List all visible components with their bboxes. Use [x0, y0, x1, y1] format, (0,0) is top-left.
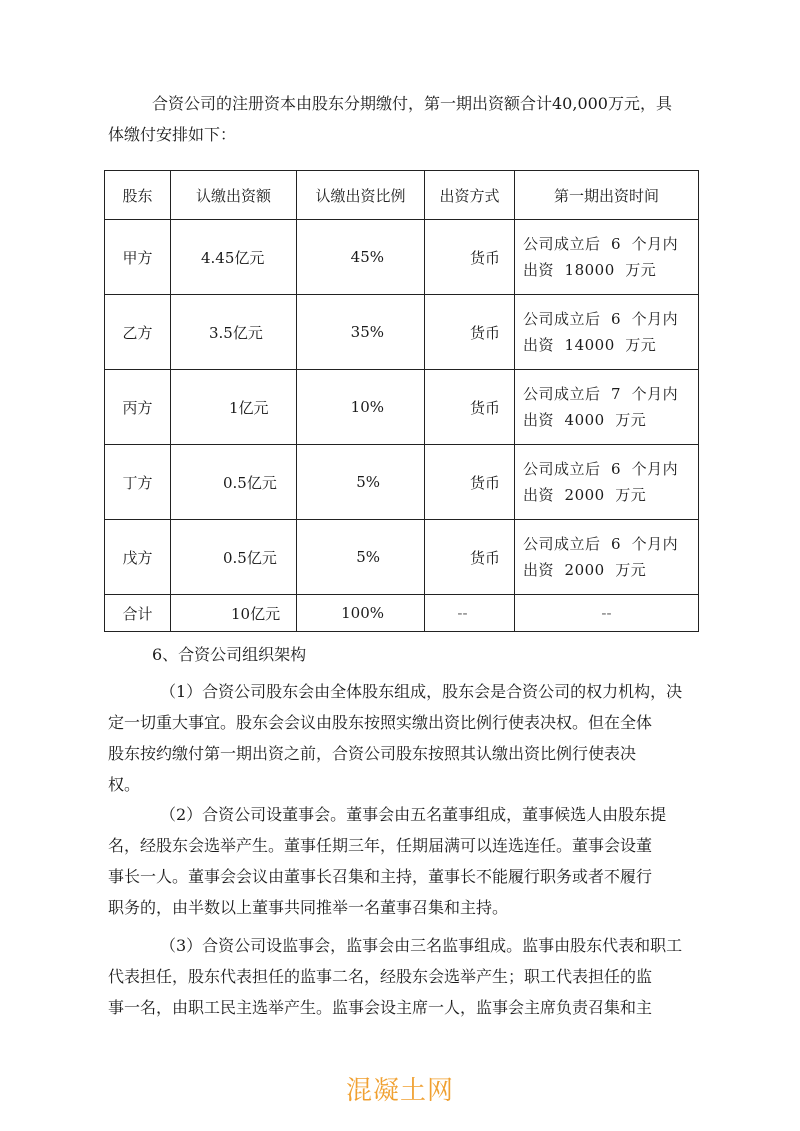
table-row	[105, 445, 699, 520]
subscribed-amount: 0.5亿元	[171, 520, 297, 595]
first-payment-time	[515, 370, 699, 445]
section-title: 6、合资公司组织架构	[152, 645, 307, 664]
payment-time-line-1: 公司成立后 6 个月内	[523, 535, 679, 553]
subscribed-amount: 1亿元	[171, 370, 297, 445]
paragraph-line: （3）合资公司设监事会，监事会由三名监事组成。监事由股东代表和职工	[160, 936, 683, 955]
total-time: --	[515, 595, 699, 632]
contribution-method: 货币	[425, 295, 515, 370]
intro-line-2: 体缴付安排如下：	[108, 125, 237, 144]
intro-paragraph	[108, 88, 698, 150]
shareholder-name: 戊方	[105, 520, 171, 595]
subscribed-amount: 0.5亿元	[171, 445, 297, 520]
payment-time-line-2: 出资 18000 万元	[523, 261, 657, 279]
paragraph-line: 事长一人。董事会会议由董事长召集和主持，董事长不能履行职务或者不履行	[108, 867, 653, 886]
paragraph-line: 名，经股东会选举产生。董事任期三年，任期届满可以连选连任。董事会设董	[108, 836, 653, 855]
table-row	[105, 220, 699, 295]
subscribed-amount: 4.45亿元	[171, 220, 297, 295]
contribution-method: 货币	[425, 520, 515, 595]
payment-time-line-2: 出资 2000 万元	[523, 486, 647, 504]
first-payment-time	[515, 445, 699, 520]
header-contribution-method: 出资方式	[425, 171, 515, 220]
table-row	[105, 370, 699, 445]
shareholder-name: 乙方	[105, 295, 171, 370]
payment-time-line-2: 出资 4000 万元	[523, 411, 647, 429]
subscribed-ratio: 5%	[297, 445, 425, 520]
paragraph-line: 定一切重大事宜。股东会会议由股东按照实缴出资比例行使表决权。但在全体	[108, 713, 653, 732]
subscribed-ratio: 5%	[297, 520, 425, 595]
payment-time-line-2: 出资 14000 万元	[523, 336, 657, 354]
header-shareholder: 股东	[105, 171, 171, 220]
table-row	[105, 520, 699, 595]
first-payment-time	[515, 520, 699, 595]
first-payment-time	[515, 220, 699, 295]
subscribed-ratio: 10%	[297, 370, 425, 445]
table-row	[105, 295, 699, 370]
payment-time-line-1: 公司成立后 6 个月内	[523, 460, 679, 478]
payment-time-line-1: 公司成立后 6 个月内	[523, 310, 679, 328]
shareholder-name: 丙方	[105, 370, 171, 445]
total-amount: 10亿元	[171, 595, 297, 632]
paragraph-board-of-directors	[108, 799, 698, 923]
payment-time-line-1: 公司成立后 6 个月内	[523, 235, 679, 253]
first-payment-time	[515, 295, 699, 370]
paragraph-supervisory-board	[108, 930, 698, 1023]
subscribed-ratio: 45%	[297, 220, 425, 295]
paragraph-line: （1）合资公司股东会由全体股东组成，股东会是合资公司的权力机构，决	[160, 682, 683, 701]
paragraph-shareholders-meeting	[108, 676, 698, 800]
contribution-method: 货币	[425, 220, 515, 295]
paragraph-line: 事一名，由职工民主选举产生。监事会设主席一人，监事会主席负责召集和主	[108, 998, 653, 1017]
contribution-method: 货币	[425, 370, 515, 445]
paragraph-line: （2）合资公司设董事会。董事会由五名董事组成，董事候选人由股东提	[160, 805, 667, 824]
site-watermark: 混凝土网	[345, 1076, 454, 1106]
paragraph-line: 股东按约缴付第一期出资之前，合资公司股东按照其认缴出资比例行使表决	[108, 744, 637, 763]
contribution-method: 货币	[425, 445, 515, 520]
paragraph-line: 职务的，由半数以上董事共同推举一名董事召集和主持。	[108, 898, 509, 917]
shareholder-name: 甲方	[105, 220, 171, 295]
intro-line-1: 合资公司的注册资本由股东分期缴付，第一期出资额合计40,000万元，具	[152, 94, 672, 113]
total-method: --	[425, 595, 515, 632]
paragraph-line: 代表担任，股东代表担任的监事二名，经股东会选举产生；职工代表担任的监	[108, 967, 653, 986]
payment-time-line-1: 公司成立后 7 个月内	[523, 385, 679, 403]
table-header-row	[105, 171, 699, 220]
subscribed-amount: 3.5亿元	[171, 295, 297, 370]
payment-time-line-2: 出资 2000 万元	[523, 561, 647, 579]
header-subscribed-ratio: 认缴出资比例	[297, 171, 425, 220]
paragraph-line: 权。	[108, 775, 141, 794]
table-total-row	[105, 595, 699, 632]
header-first-payment-time: 第一期出资时间	[515, 171, 699, 220]
header-subscribed-amount: 认缴出资额	[171, 171, 297, 220]
shareholder-name: 丁方	[105, 445, 171, 520]
total-label: 合计	[105, 595, 171, 632]
subscribed-ratio: 35%	[297, 295, 425, 370]
total-ratio: 100%	[297, 595, 425, 632]
capital-contribution-table	[104, 170, 699, 632]
